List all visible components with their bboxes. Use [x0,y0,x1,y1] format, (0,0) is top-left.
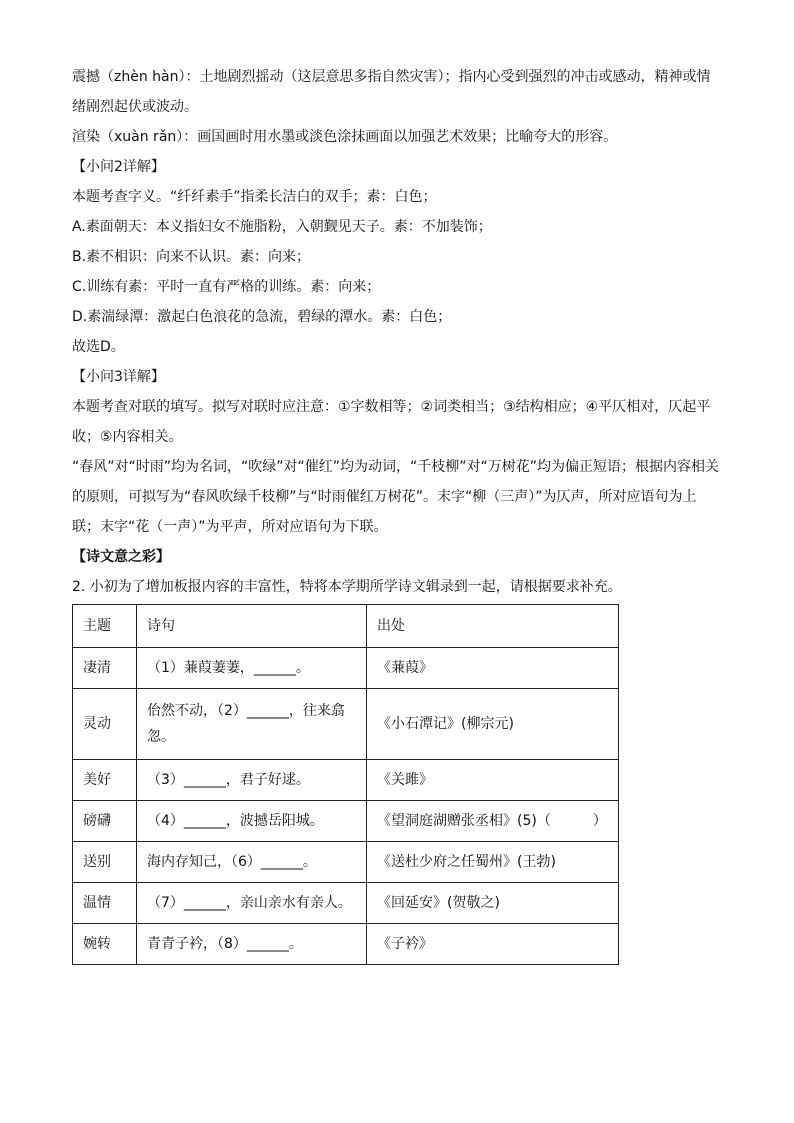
theme-cell: 温情 [73,883,137,924]
text-paragraph: 【小问2详解】 [72,159,165,175]
header-source: 出处 [367,605,619,648]
theme-cell: 美好 [73,760,137,801]
text-paragraph: 2. 小初为了增加板报内容的丰富性，特将本学期所学诗文辑录到一起，请根据要求补充。 [72,579,622,595]
text-paragraph: 【小问3详解】 [72,369,165,385]
theme-cell: 磅礴 [73,801,137,842]
theme-cell: 婉转 [73,924,137,965]
text-paragraph: 本题考查字义。“纤纤素手”指柔长洁白的双手；素：白色； [72,189,437,205]
verse-cell: （3）______，君子好逑。 [137,760,367,801]
source-cell: 《小石潭记》(柳宗元) [367,689,619,760]
poem-table [72,604,619,965]
verse-cell: 青青子衿，（8）______。 [137,924,367,965]
text-paragraph: B.素不相识：向来不认识。素：向来； [72,249,311,265]
text-paragraph: A.素面朝天：本义指妇女不施脂粉，入朝觐见天子。素：不加装饰； [72,219,492,235]
text-paragraph: D.素湍绿潭：激起白色浪花的急流，碧绿的潭水。素：白色； [72,309,452,325]
text-paragraph: 故选D。 [72,339,125,355]
theme-cell: 送别 [73,842,137,883]
source-cell: 《望洞庭湖赠张丞相》(5)（ ） [367,801,619,842]
text-paragraph: C.训练有素：平时一直有严格的训练。素：向来； [72,279,381,295]
verse-cell: （4）______，波撼岳阳城。 [137,801,367,842]
verse-cell: 佁然不动，（2）______，往来翕忽。 [137,689,367,760]
text-paragraph: “春风”对“时雨”均为名词，“吹绿”对“催红”均为动词，“千枝柳”对“万树花”均为偏正短语；根据内容相关的原则，可拟写为“春风吹绿千枝柳”与“时雨催红万树花”。末字“柳（三声）”为仄声，所对应语句为上联；末字“花（一声）”为平声，所对应语句为下联。 [72,459,720,535]
text-paragraph: 本题考查对联的填写。拟写对联时应注意：①字数相等；②词类相当；③结构相应；④平仄相对，仄起平收；⑤内容相关。 [72,399,711,445]
table-row [73,760,619,801]
text-paragraph: 震撼（zhèn hàn）：土地剧烈摇动（这层意思多指自然灾害）；指内心受到强烈的冲击或感动，精神或情绪剧烈起伏或波动。 [72,69,711,115]
table-row [73,689,619,760]
header-verse: 诗句 [137,605,367,648]
source-cell: 《子衿》 [367,924,619,965]
header-theme: 主题 [73,605,137,648]
verse-cell: 海内存知己，（6）______。 [137,842,367,883]
table-row [73,801,619,842]
theme-cell: 灵动 [73,689,137,760]
answer-explanation [72,62,722,602]
verse-cell: （1）蒹葭萋萋，______。 [137,648,367,689]
source-cell: 《关雎》 [367,760,619,801]
document-body [72,62,722,965]
section-heading: 【诗文意之彩】 [72,549,170,565]
table-row [73,883,619,924]
table-header-row [73,605,619,648]
table-row [73,648,619,689]
text-paragraph: 渲染（xuàn rǎn）：画国画时用水墨或淡色涂抹画面以加强艺术效果；比喻夸大的形容。 [72,129,618,145]
table-row [73,842,619,883]
verse-cell: （7）______，亲山亲水有亲人。 [137,883,367,924]
source-cell: 《送杜少府之任蜀州》(王勃) [367,842,619,883]
table-row [73,924,619,965]
source-cell: 《蒹葭》 [367,648,619,689]
theme-cell: 凄清 [73,648,137,689]
source-cell: 《回延安》(贺敬之) [367,883,619,924]
